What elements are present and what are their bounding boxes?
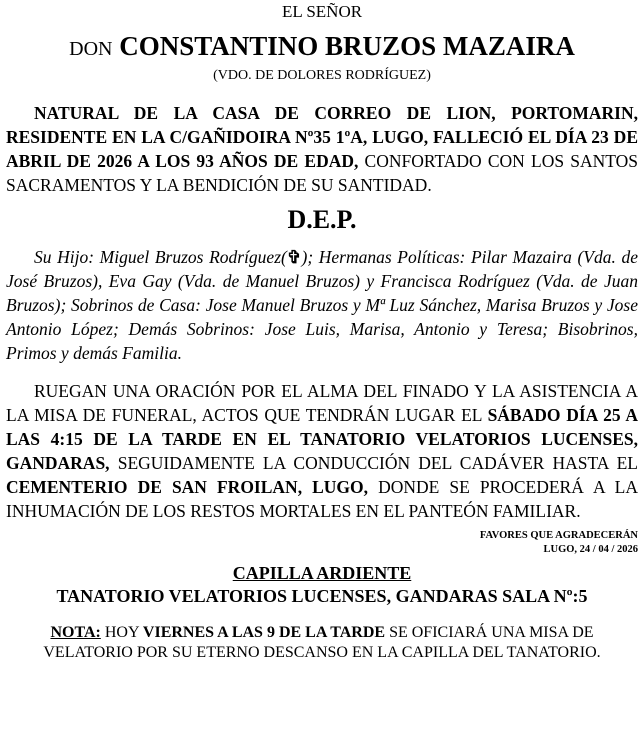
widower-note: (VDO. DE DOLORES RODRÍGUEZ) (213, 68, 431, 83)
funeral-text-3: DONDE SE PROCEDERÁ A LA INHUMACIÓN DE LOS RESTOS MORTALES EN EL PANTEÓN FAMILIAR. (6, 477, 638, 521)
el-senor-heading: EL SEÑOR (281, 2, 363, 21)
capilla-location: TANATORIO VELATORIOS LUCENSES, GANDARAS SALA Nº:5 (56, 586, 588, 606)
family-text-start: Su Hijo: Miguel Bruzos Rodríguez( (34, 247, 287, 267)
family-text-rest: ); Hermanas Políticas: Pilar Mazaira (Vda. de José Bruzos), Eva Gay (Vda. de Manuel Bruzos) y Francisca Rodríguez (Vda. de Juan Bruzos); Sobrinos de Casa: Jose Manuel Bruzos y Mª Luz Sánchez, Marisa Bruzos y Jose Antonio López; Demás Sobrinos: Jose Luis, Marisa, Antonio y Teresa; Bisobrinos, Primos y demás Familia. (6, 247, 638, 363)
nota-text-2: SE OFICIARÁ UNA MISA DE VELATORIO POR SU ETERNO DESCANSO EN LA CAPILLA DEL TANATORIO. (43, 624, 601, 661)
funeral-text-2: SEGUIDAMENTE LA CONDUCCIÓN DEL CADÁVER HASTA EL (109, 453, 638, 473)
favores-line: FAVORES QUE AGRADECERÁN (479, 530, 638, 541)
funeral-bold-1: SÁBADO DÍA 25 A LAS 4:15 DE LA TARDE EN EL TANATORIO VELATORIOS LUCENSES, GANDARAS, (6, 405, 639, 473)
don-title: DON (69, 38, 113, 60)
nota-label: NOTA: (50, 624, 101, 641)
family-paragraph (6, 245, 638, 365)
deceased-name: CONSTANTINO BRUZOS MAZAIRA (119, 31, 575, 61)
date-line: LUGO, 24 / 04 / 2026 (543, 544, 638, 555)
nota-bold: VIERNES A LAS 9 DE LA TARDE (142, 624, 386, 641)
deceased-name-line (6, 30, 638, 65)
intro-normal-text: CONFORTADO CON LOS SANTOS SACRAMENTOS Y LA BENDICIÓN DE SU SANTIDAD. (6, 151, 638, 195)
intro-paragraph (6, 101, 638, 197)
nota-paragraph (6, 623, 638, 663)
funeral-bold-2: CEMENTERIO DE SAN FROILAN, LUGO, (6, 477, 369, 497)
nota-text-1: HOY (100, 624, 143, 641)
capilla-ardiente-title: CAPILLA ARDIENTE (232, 563, 412, 583)
intro-bold-text: NATURAL DE LA CASA DE CORREO DE LION, PORTOMARIN, RESIDENTE EN LA C/GAÑIDOIRA Nº35 1ºA, LUGO, FALLECIÓ EL DÍA 23 DE ABRIL DE 2026 A LOS 93 AÑOS DE EDAD, (6, 103, 638, 171)
dep-heading: D.E.P. (287, 205, 357, 234)
cross-icon: ✞ (286, 247, 302, 267)
funeral-paragraph (6, 379, 638, 523)
funeral-text-1: RUEGAN UNA ORACIÓN POR EL ALMA DEL FINADO Y LA ASISTENCIA A LA MISA DE FUNERAL, ACTOS QUE TENDRÁN LUGAR EL (6, 381, 638, 425)
